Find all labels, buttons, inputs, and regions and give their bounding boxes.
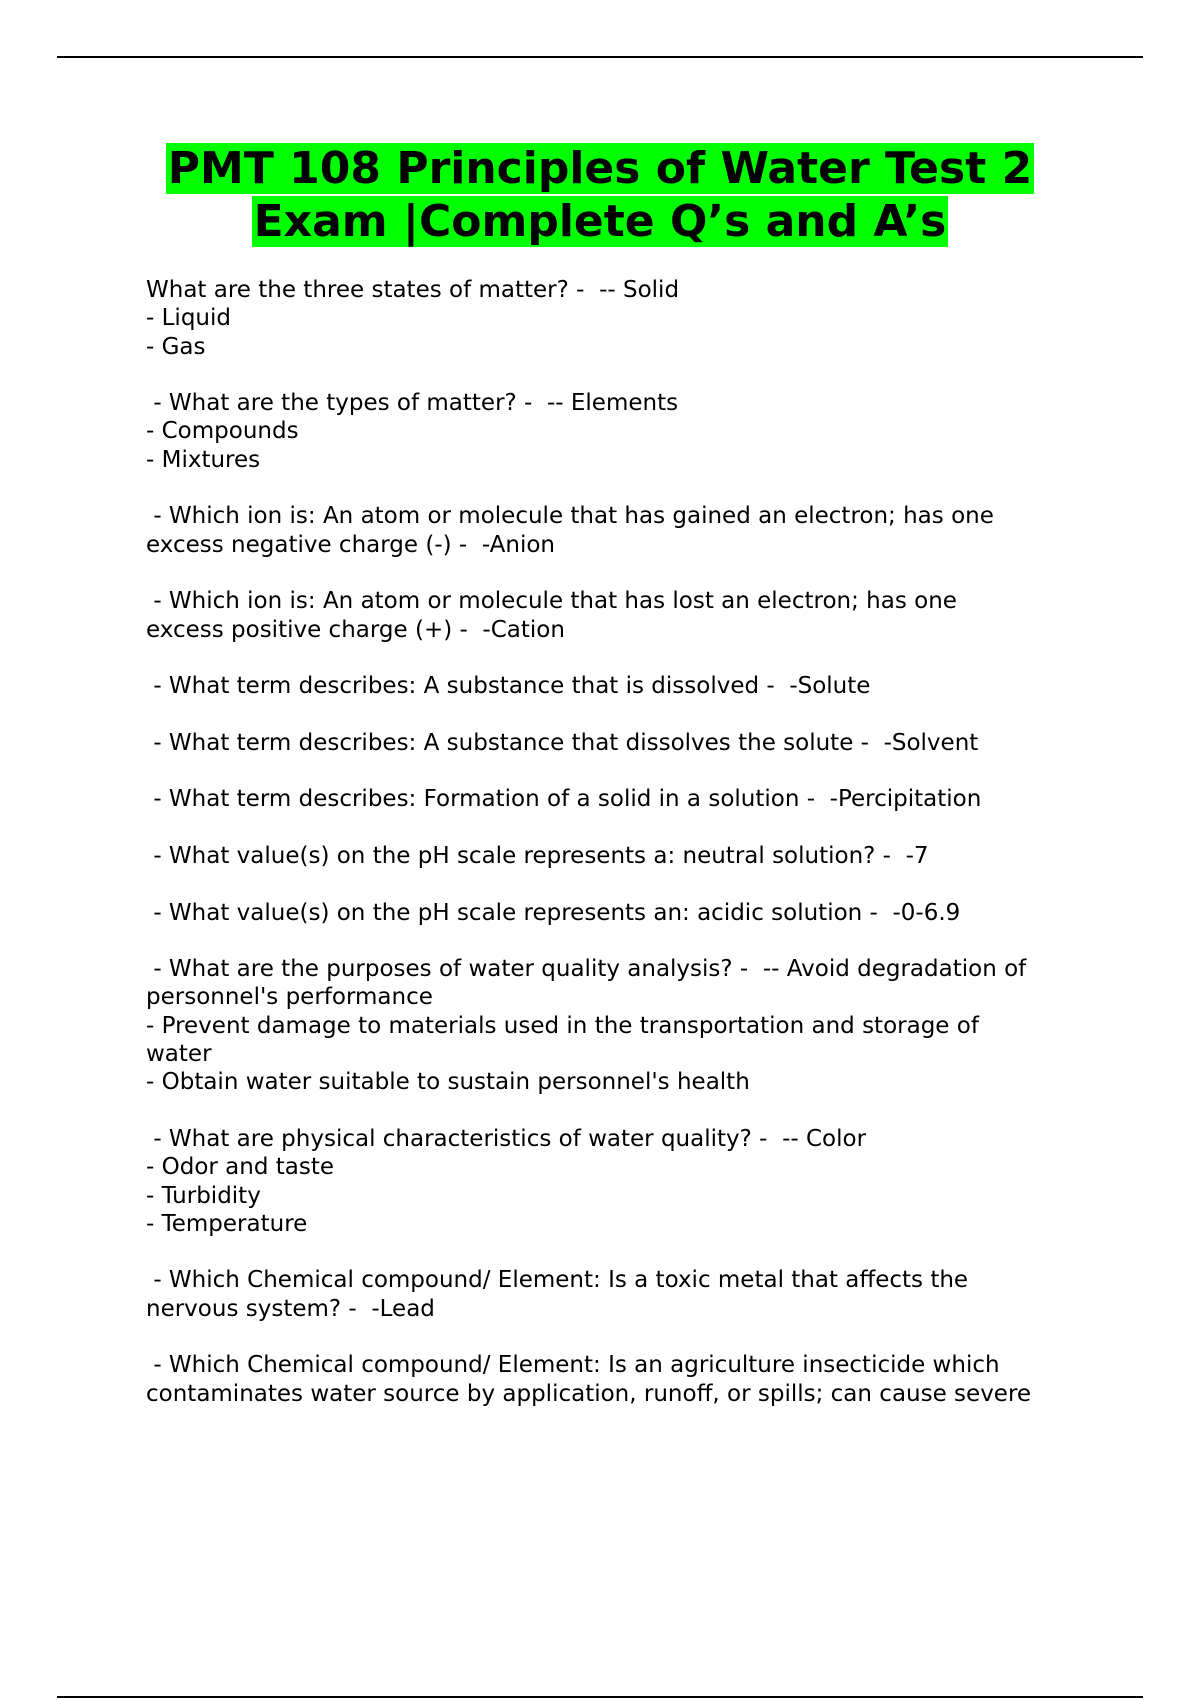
qa-line: - Temperature (146, 1210, 308, 1237)
qa-line: - Odor and taste (146, 1154, 334, 1181)
qa-line: - What are the purposes of water quality analysis? - -- Avoid degradation of (146, 956, 1027, 983)
document-title-line-2: Exam |Complete Q’s and A’s (253, 196, 947, 247)
qa-line: - Liquid (146, 305, 231, 332)
qa-line: - Compounds (146, 418, 299, 445)
qa-item (146, 587, 1086, 644)
qa-item (146, 729, 1086, 757)
qa-line: excess positive charge (+) - -Cation (146, 616, 565, 643)
qa-line: - Which ion is: An atom or molecule that has gained an electron; has one (146, 503, 994, 530)
qa-line: - Obtain water suitable to sustain personnel's health (146, 1069, 750, 1096)
qa-item (146, 672, 1086, 700)
qa-line: - Turbidity (146, 1182, 261, 1209)
qa-line: nervous system? - -Lead (146, 1295, 435, 1322)
qa-line: - Mixtures (146, 446, 261, 473)
qa-item (146, 1266, 1086, 1323)
qa-item (146, 502, 1086, 559)
qa-line: - What term describes: A substance that is dissolved - -Solute (146, 673, 871, 700)
qa-line: contaminates water source by application, runoff, or spills; can cause severe (146, 1380, 1032, 1407)
qa-line: - What term describes: Formation of a solid in a solution - -Percipitation (146, 786, 982, 813)
document-title (57, 142, 1143, 248)
qa-line: excess negative charge (-) - -Anion (146, 531, 555, 558)
document-title-line-1: PMT 108 Principles of Water Test 2 (167, 143, 1033, 194)
qa-item (146, 785, 1086, 813)
qa-item (146, 1125, 1086, 1238)
qa-item (146, 276, 1086, 361)
qa-item (146, 1351, 1086, 1408)
qa-line: - What value(s) on the pH scale represents a: neutral solution? - -7 (146, 842, 929, 869)
qa-item (146, 842, 1086, 870)
qa-line: - What are the types of matter? - -- Elements (146, 390, 679, 417)
qa-line: water (146, 1041, 212, 1068)
qa-line: - What are physical characteristics of water quality? - -- Color (146, 1125, 867, 1152)
qa-item (146, 899, 1086, 927)
qa-line: personnel's performance (146, 984, 433, 1011)
qa-line: - Prevent damage to materials used in the transportation and storage of (146, 1012, 979, 1039)
qa-line: - Which ion is: An atom or molecule that has lost an electron; has one (146, 588, 957, 615)
qa-line: - Which Chemical compound/ Element: Is an agriculture insecticide which (146, 1352, 1000, 1379)
qa-line: - What value(s) on the pH scale represents an: acidic solution - -0-6.9 (146, 899, 961, 926)
top-rule (57, 56, 1143, 58)
qa-line: - What term describes: A substance that dissolves the solute - -Solvent (146, 729, 979, 756)
qa-item (146, 389, 1086, 474)
qa-line: What are the three states of matter? - -- Solid (146, 277, 680, 303)
qa-item (146, 955, 1086, 1096)
qa-line: - Which Chemical compound/ Element: Is a toxic metal that affects the (146, 1267, 969, 1294)
qa-list (146, 276, 1086, 1436)
qa-line: - Gas (146, 333, 206, 360)
bottom-rule (57, 1696, 1143, 1698)
